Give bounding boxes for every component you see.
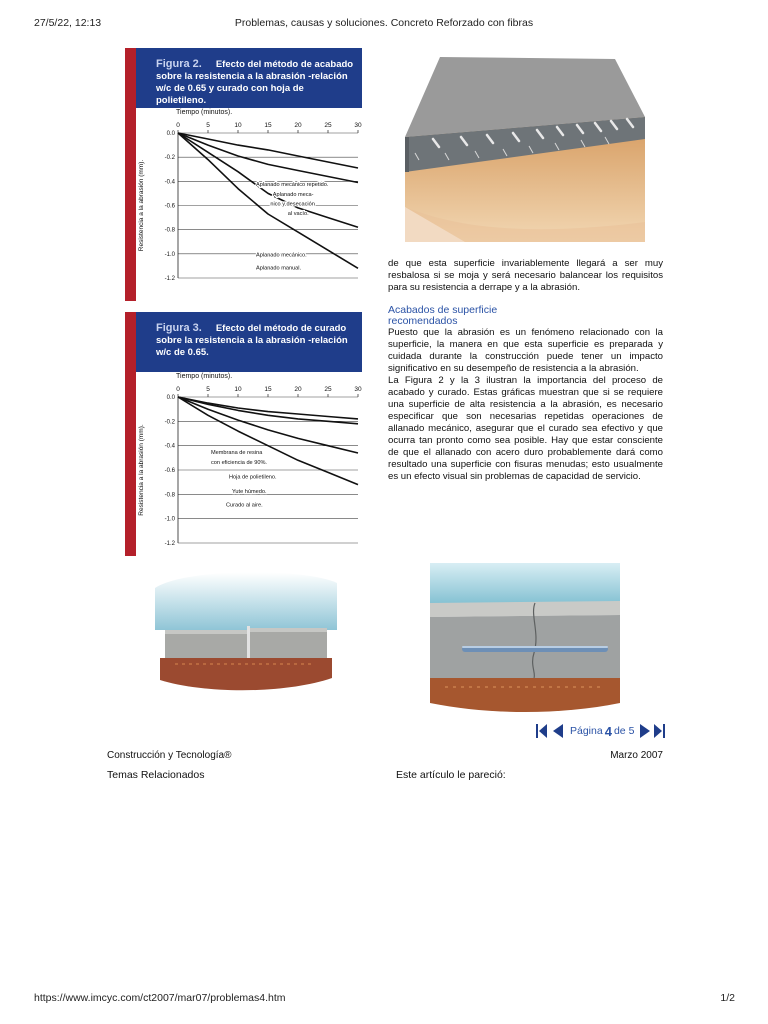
section-heading xyxy=(388,305,663,327)
series-annotation: Aplanado meca- xyxy=(272,191,314,198)
section-title-line-1: Acabados de superficie xyxy=(388,304,498,316)
y-tick-label: -0.8 xyxy=(164,492,175,499)
series-annotation: Yute húmedo. xyxy=(232,489,267,496)
slab-crack-illustration xyxy=(430,563,620,713)
series-annotation: con eficiencia de 90%. xyxy=(211,459,267,466)
section-paragraph-2: La Figura 2 y la 3 ilustran la importancia del proceso de acabado y curado. Estas gráficas muestran que si se requiere una superficie de alta resistencia a la abrasión, es necesario especificar que son necesarias repetidas operaciones de allanado mecánico, asegurar que el curado sea efectivo y que ocurra tan pronto como sea posible. Hay que estar consciente de que el allanado con acero duro probablemente dará como resultado una superficie con fisuras menudas; esto usualmente es un efecto visual sin problemas de capacidad de servicio. xyxy=(388,375,663,482)
series-line-4 xyxy=(178,133,358,268)
y-tick-label: -0.6 xyxy=(164,203,175,210)
pager-label: Página xyxy=(570,725,603,737)
brand-name: Construcción y Tecnología® xyxy=(107,750,232,761)
series-annotation: Aplanado manual. xyxy=(256,265,302,272)
series-line-3 xyxy=(178,397,358,453)
series-annotation: Aplanado mecánico. xyxy=(256,252,307,259)
y-tick-label: -0.4 xyxy=(164,443,175,450)
slab-joint-illustration xyxy=(155,568,337,694)
article-rating-prompt: Este artículo le pareció: xyxy=(396,769,506,781)
y-tick-label: -1.2 xyxy=(164,541,175,547)
x-axis-title: Tiempo (minutos). xyxy=(176,373,233,380)
pager-separator: de xyxy=(613,725,626,737)
skip-back-icon xyxy=(536,723,547,739)
x-tick-label: 0 xyxy=(176,386,180,393)
x-tick-label: 30 xyxy=(354,122,362,129)
pager-current: 4 xyxy=(604,723,612,739)
related-topics: Temas Relacionados xyxy=(107,769,205,781)
figure-number: Figura 3. xyxy=(156,322,202,334)
series-annotation: Curado al aire. xyxy=(226,502,263,509)
series-annotation: nico y desecación xyxy=(270,201,315,208)
figure-3 xyxy=(125,312,362,556)
pager-total: 5 xyxy=(628,725,635,737)
figure-header xyxy=(136,48,362,108)
series-annotation: Hoja de polietileno. xyxy=(229,474,277,481)
print-datetime: 27/5/22, 12:13 xyxy=(34,17,102,29)
print-page-number: 1/2 xyxy=(720,992,735,1004)
y-axis-title: Resistencia a la abrasión (mm). xyxy=(138,424,145,516)
series-line-4 xyxy=(178,397,358,485)
next-page-button[interactable] xyxy=(640,723,651,739)
section-paragraph-1: Puesto que la abrasión es un fenómeno relacionado con la superficie, la manera en que esta superficie es preparada y cuidada durante la construcción puede tener un impacto significativo en su desempeño de resistencia a la abrasión. xyxy=(388,327,663,374)
y-tick-label: -0.4 xyxy=(164,179,175,186)
print-title: Problemas, causas y soluciones. Concreto Reforzado con fibras xyxy=(234,17,534,29)
figure-header xyxy=(136,312,362,372)
y-tick-label: 0.0 xyxy=(166,131,175,137)
x-tick-label: 10 xyxy=(234,122,242,129)
y-tick-label: -1.0 xyxy=(164,251,175,258)
triangle-left-icon xyxy=(552,723,563,739)
y-tick-label: -0.2 xyxy=(164,419,175,426)
pagination xyxy=(536,722,665,740)
figure-2 xyxy=(125,48,362,301)
intro-paragraph: de que esta superficie invariablemente llegará a ser muy resbalosa si se moja y será necesario balancear los requisitos para su resistencia a derrape y a la abrasión. xyxy=(388,258,663,293)
y-axis-title: Resistencia a la abrasión (mm). xyxy=(138,159,145,252)
y-tick-label: -0.6 xyxy=(164,468,175,474)
x-axis-title: Tiempo (minutos). xyxy=(176,109,233,116)
series-annotation: al vacío. xyxy=(287,211,309,218)
figure-accent-bar xyxy=(125,312,136,556)
x-tick-label: 25 xyxy=(324,122,332,129)
y-tick-label: -0.2 xyxy=(164,155,175,162)
last-page-button[interactable] xyxy=(654,723,665,739)
section-title-line-2: recomendados xyxy=(388,315,458,327)
series-line-2 xyxy=(178,397,358,424)
series-annotation: Membrana de resina xyxy=(211,450,263,457)
y-tick-label: -1.2 xyxy=(164,276,175,282)
figure-caption: Efecto del método de curado sobre la resistencia a la abrasión -relación w/c de 0.65. xyxy=(156,323,348,358)
x-tick-label: 5 xyxy=(206,386,210,393)
x-tick-label: 30 xyxy=(354,386,362,393)
figure-accent-bar xyxy=(125,48,136,301)
y-tick-label: -1.0 xyxy=(164,516,175,523)
figure-2-chart xyxy=(136,108,362,301)
x-tick-label: 15 xyxy=(264,386,272,393)
x-tick-label: 20 xyxy=(294,386,302,393)
issue-date: Marzo 2007 xyxy=(610,750,663,761)
x-tick-label: 20 xyxy=(294,122,302,129)
figure-caption: Efecto del método de acabado sobre la resistencia a la abrasión -relación w/c de 0.65 y curado con hoja de polietileno. xyxy=(156,59,354,106)
y-tick-label: -0.8 xyxy=(164,227,175,234)
x-tick-label: 15 xyxy=(264,122,272,129)
figure-3-chart xyxy=(136,372,362,556)
y-tick-label: 0.0 xyxy=(166,395,175,401)
previous-page-button[interactable] xyxy=(552,723,563,739)
skip-forward-icon xyxy=(654,723,665,739)
x-tick-label: 25 xyxy=(324,386,332,393)
first-page-button[interactable] xyxy=(536,723,547,739)
figure-number: Figura 2. xyxy=(156,58,202,70)
series-annotation: Aplanado mecánico repetido. xyxy=(256,182,329,189)
chart-svg xyxy=(136,372,362,556)
chart-svg xyxy=(136,108,362,301)
slab-dowels-illustration xyxy=(405,57,645,242)
x-tick-label: 10 xyxy=(234,386,242,393)
x-tick-label: 5 xyxy=(206,122,210,129)
x-tick-label: 0 xyxy=(176,122,180,129)
print-url: https://www.imcyc.com/ct2007/mar07/problemas4.htm xyxy=(34,992,286,1004)
triangle-right-icon xyxy=(640,723,651,739)
